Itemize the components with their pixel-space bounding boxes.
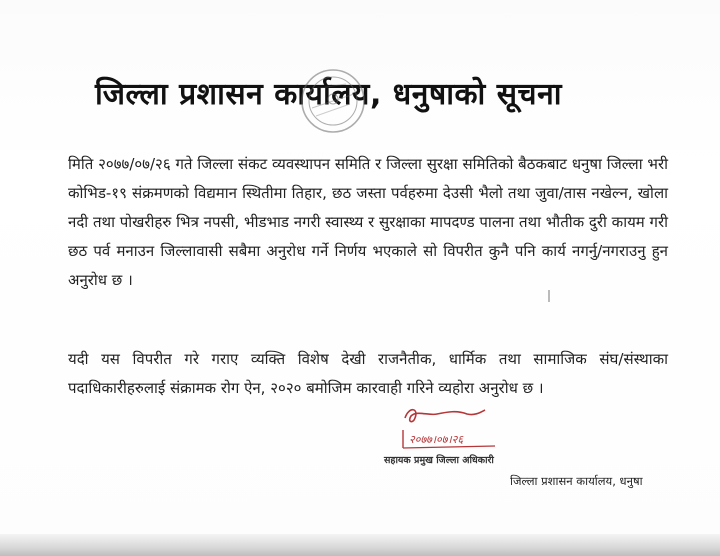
notice-paragraph-2: यदी यस विपरीत गरे गराए व्यक्ति विशेष देखी राजनैतीक, धार्मिक तथा सामाजिक संघ/संस्थाका पदाधिकारीहरुलाई संक्रामक रोग ऐन, २०२० बमोजिम कारवाही गरिने व्यहोरा अनुरोध छ । [68, 350, 668, 397]
signature-date: २०७७।०७।२६ [409, 433, 464, 446]
notice-paragraph-1: मिति २०७७/०७/२६ गते जिल्ला संकट व्यवस्थापन समिति र जिल्ला सुरक्षा समितिको बैठकबाट धनुषा जिल्ला भरी कोभिड-१९ संक्रमणको विद्यमान स्थितीमा तिहार, छठ जस्ता पर्वहरुमा देउसी भैलो तथा जुवा/तास नखेल्न, खोला नदी तथा पोखरीहरु भित्र नपसी, भीडभाड नगरी स्वास्थ्य र सुरक्षाका मापदण्ड पालना तथा भौतीक दुरी कायम गरी छठ पर्व मनाउन जिल्लावासी सबैमा अनुरोध गर्ने निर्णय भएकाले सो विपरीत कुनै पनि कार्य नगर्नु/नगराउनु हुन अनुरोध छ । [68, 155, 668, 289]
office-seal-stamp [298, 66, 368, 136]
office-footer: जिल्ला प्रशासन कार्यालय, धनुषा [510, 474, 643, 488]
scan-mark [548, 290, 550, 302]
signatory-title: सहायक प्रमुख जिल्ला अधिकारी [384, 455, 494, 466]
notice-title: जिल्ला प्रशासन कार्यालय, धनुषाको सूचना [95, 77, 563, 112]
handwritten-signature [395, 400, 525, 460]
page-shadow [0, 534, 720, 556]
